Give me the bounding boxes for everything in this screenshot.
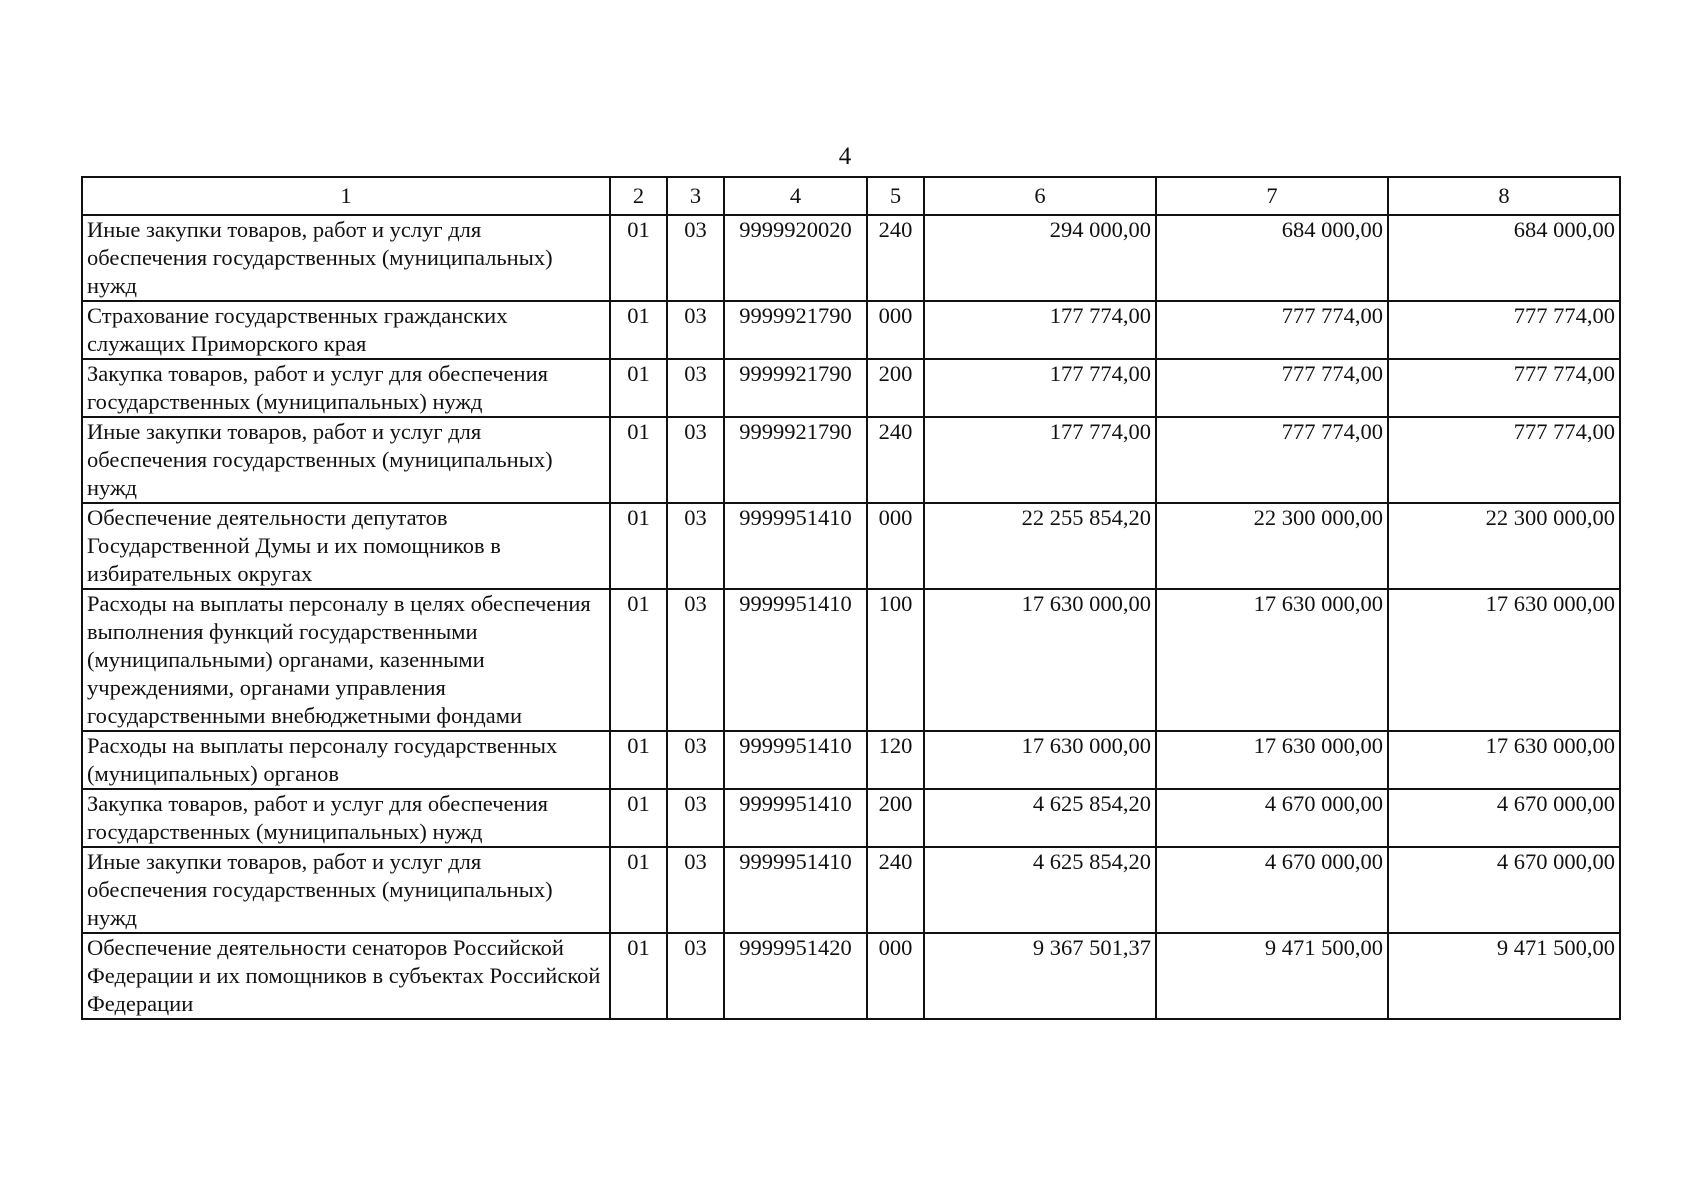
row-amount-8: 4 670 000,00: [1388, 847, 1620, 933]
row-target-code: 9999951410: [724, 789, 867, 847]
header-col-3: 3: [667, 177, 724, 215]
table-row: [82, 789, 1620, 847]
row-amount-6: 177 774,00: [924, 359, 1156, 417]
row-amount-8: 9 471 500,00: [1388, 933, 1620, 1019]
row-amount-8: 17 630 000,00: [1388, 731, 1620, 789]
page-number: 4: [838, 143, 852, 170]
table-row: [82, 417, 1620, 503]
row-name: Обеспечение деятельности депутатов Государственной Думы и их помощников в избирательных округах: [82, 503, 610, 589]
row-amount-8: 777 774,00: [1388, 359, 1620, 417]
row-expense-type: 000: [867, 503, 924, 589]
row-section: 01: [610, 503, 667, 589]
table-row: [82, 301, 1620, 359]
row-name: Обеспечение деятельности сенаторов Российской Федерации и их помощников в субъектах Российской Федерации: [82, 933, 610, 1019]
row-amount-7: 4 670 000,00: [1156, 847, 1388, 933]
table-row: [82, 589, 1620, 731]
row-subsection: 03: [667, 301, 724, 359]
row-subsection: 03: [667, 933, 724, 1019]
row-amount-7: 22 300 000,00: [1156, 503, 1388, 589]
header-col-2: 2: [610, 177, 667, 215]
row-amount-7: 17 630 000,00: [1156, 589, 1388, 731]
row-subsection: 03: [667, 731, 724, 789]
row-expense-type: 240: [867, 847, 924, 933]
header-row: [82, 177, 1620, 215]
row-subsection: 03: [667, 847, 724, 933]
budget-table: [81, 176, 1621, 1020]
table-row: [82, 847, 1620, 933]
row-amount-8: 17 630 000,00: [1388, 589, 1620, 731]
row-amount-8: 22 300 000,00: [1388, 503, 1620, 589]
row-amount-6: 4 625 854,20: [924, 789, 1156, 847]
row-section: 01: [610, 417, 667, 503]
row-target-code: 9999921790: [724, 417, 867, 503]
row-subsection: 03: [667, 359, 724, 417]
row-subsection: 03: [667, 215, 724, 301]
row-subsection: 03: [667, 589, 724, 731]
row-amount-8: 4 670 000,00: [1388, 789, 1620, 847]
row-section: 01: [610, 933, 667, 1019]
row-target-code: 9999921790: [724, 359, 867, 417]
row-name: Расходы на выплаты персоналу государственных (муниципальных) органов: [82, 731, 610, 789]
row-amount-6: 294 000,00: [924, 215, 1156, 301]
row-amount-8: 777 774,00: [1388, 301, 1620, 359]
row-amount-6: 17 630 000,00: [924, 731, 1156, 789]
header-col-8: 8: [1388, 177, 1620, 215]
row-expense-type: 200: [867, 789, 924, 847]
row-amount-7: 777 774,00: [1156, 417, 1388, 503]
row-amount-7: 17 630 000,00: [1156, 731, 1388, 789]
row-expense-type: 120: [867, 731, 924, 789]
row-amount-6: 17 630 000,00: [924, 589, 1156, 731]
row-amount-7: 777 774,00: [1156, 301, 1388, 359]
table-row: [82, 731, 1620, 789]
table-row: [82, 933, 1620, 1019]
row-expense-type: 200: [867, 359, 924, 417]
row-amount-6: 4 625 854,20: [924, 847, 1156, 933]
row-amount-7: 4 670 000,00: [1156, 789, 1388, 847]
row-section: 01: [610, 731, 667, 789]
table-row: [82, 359, 1620, 417]
row-amount-6: 177 774,00: [924, 417, 1156, 503]
row-section: 01: [610, 359, 667, 417]
header-col-1: 1: [82, 177, 610, 215]
row-target-code: 9999951410: [724, 847, 867, 933]
header-col-4: 4: [724, 177, 867, 215]
row-name: Расходы на выплаты персоналу в целях обеспечения выполнения функций государственными (муниципальными) органами, казенными учреждениями, органами управления государственными внебюджетными фондами: [82, 589, 610, 731]
row-target-code: 9999921790: [724, 301, 867, 359]
row-amount-7: 777 774,00: [1156, 359, 1388, 417]
row-section: 01: [610, 789, 667, 847]
row-section: 01: [610, 215, 667, 301]
row-target-code: 9999951420: [724, 933, 867, 1019]
row-amount-6: 177 774,00: [924, 301, 1156, 359]
row-name: Закупка товаров, работ и услуг для обеспечения государственных (муниципальных) нужд: [82, 789, 610, 847]
row-section: 01: [610, 847, 667, 933]
table-row: [82, 503, 1620, 589]
header-col-6: 6: [924, 177, 1156, 215]
row-amount-8: 777 774,00: [1388, 417, 1620, 503]
row-target-code: 9999951410: [724, 503, 867, 589]
row-name: Иные закупки товаров, работ и услуг для обеспечения государственных (муниципальных) нужд: [82, 215, 610, 301]
row-target-code: 9999951410: [724, 589, 867, 731]
row-subsection: 03: [667, 503, 724, 589]
row-amount-6: 9 367 501,37: [924, 933, 1156, 1019]
row-section: 01: [610, 589, 667, 731]
row-name: Иные закупки товаров, работ и услуг для обеспечения государственных (муниципальных) нужд: [82, 417, 610, 503]
row-expense-type: 240: [867, 215, 924, 301]
row-subsection: 03: [667, 417, 724, 503]
row-name: Закупка товаров, работ и услуг для обеспечения государственных (муниципальных) нужд: [82, 359, 610, 417]
row-subsection: 03: [667, 789, 724, 847]
header-col-7: 7: [1156, 177, 1388, 215]
header-col-5: 5: [867, 177, 924, 215]
row-expense-type: 000: [867, 301, 924, 359]
row-expense-type: 240: [867, 417, 924, 503]
row-target-code: 9999951410: [724, 731, 867, 789]
row-amount-6: 22 255 854,20: [924, 503, 1156, 589]
row-amount-8: 684 000,00: [1388, 215, 1620, 301]
row-target-code: 9999920020: [724, 215, 867, 301]
row-amount-7: 9 471 500,00: [1156, 933, 1388, 1019]
row-section: 01: [610, 301, 667, 359]
row-amount-7: 684 000,00: [1156, 215, 1388, 301]
row-expense-type: 100: [867, 589, 924, 731]
row-expense-type: 000: [867, 933, 924, 1019]
row-name: Страхование государственных гражданских служащих Приморского края: [82, 301, 610, 359]
table-row: [82, 215, 1620, 301]
row-name: Иные закупки товаров, работ и услуг для обеспечения государственных (муниципальных) нужд: [82, 847, 610, 933]
